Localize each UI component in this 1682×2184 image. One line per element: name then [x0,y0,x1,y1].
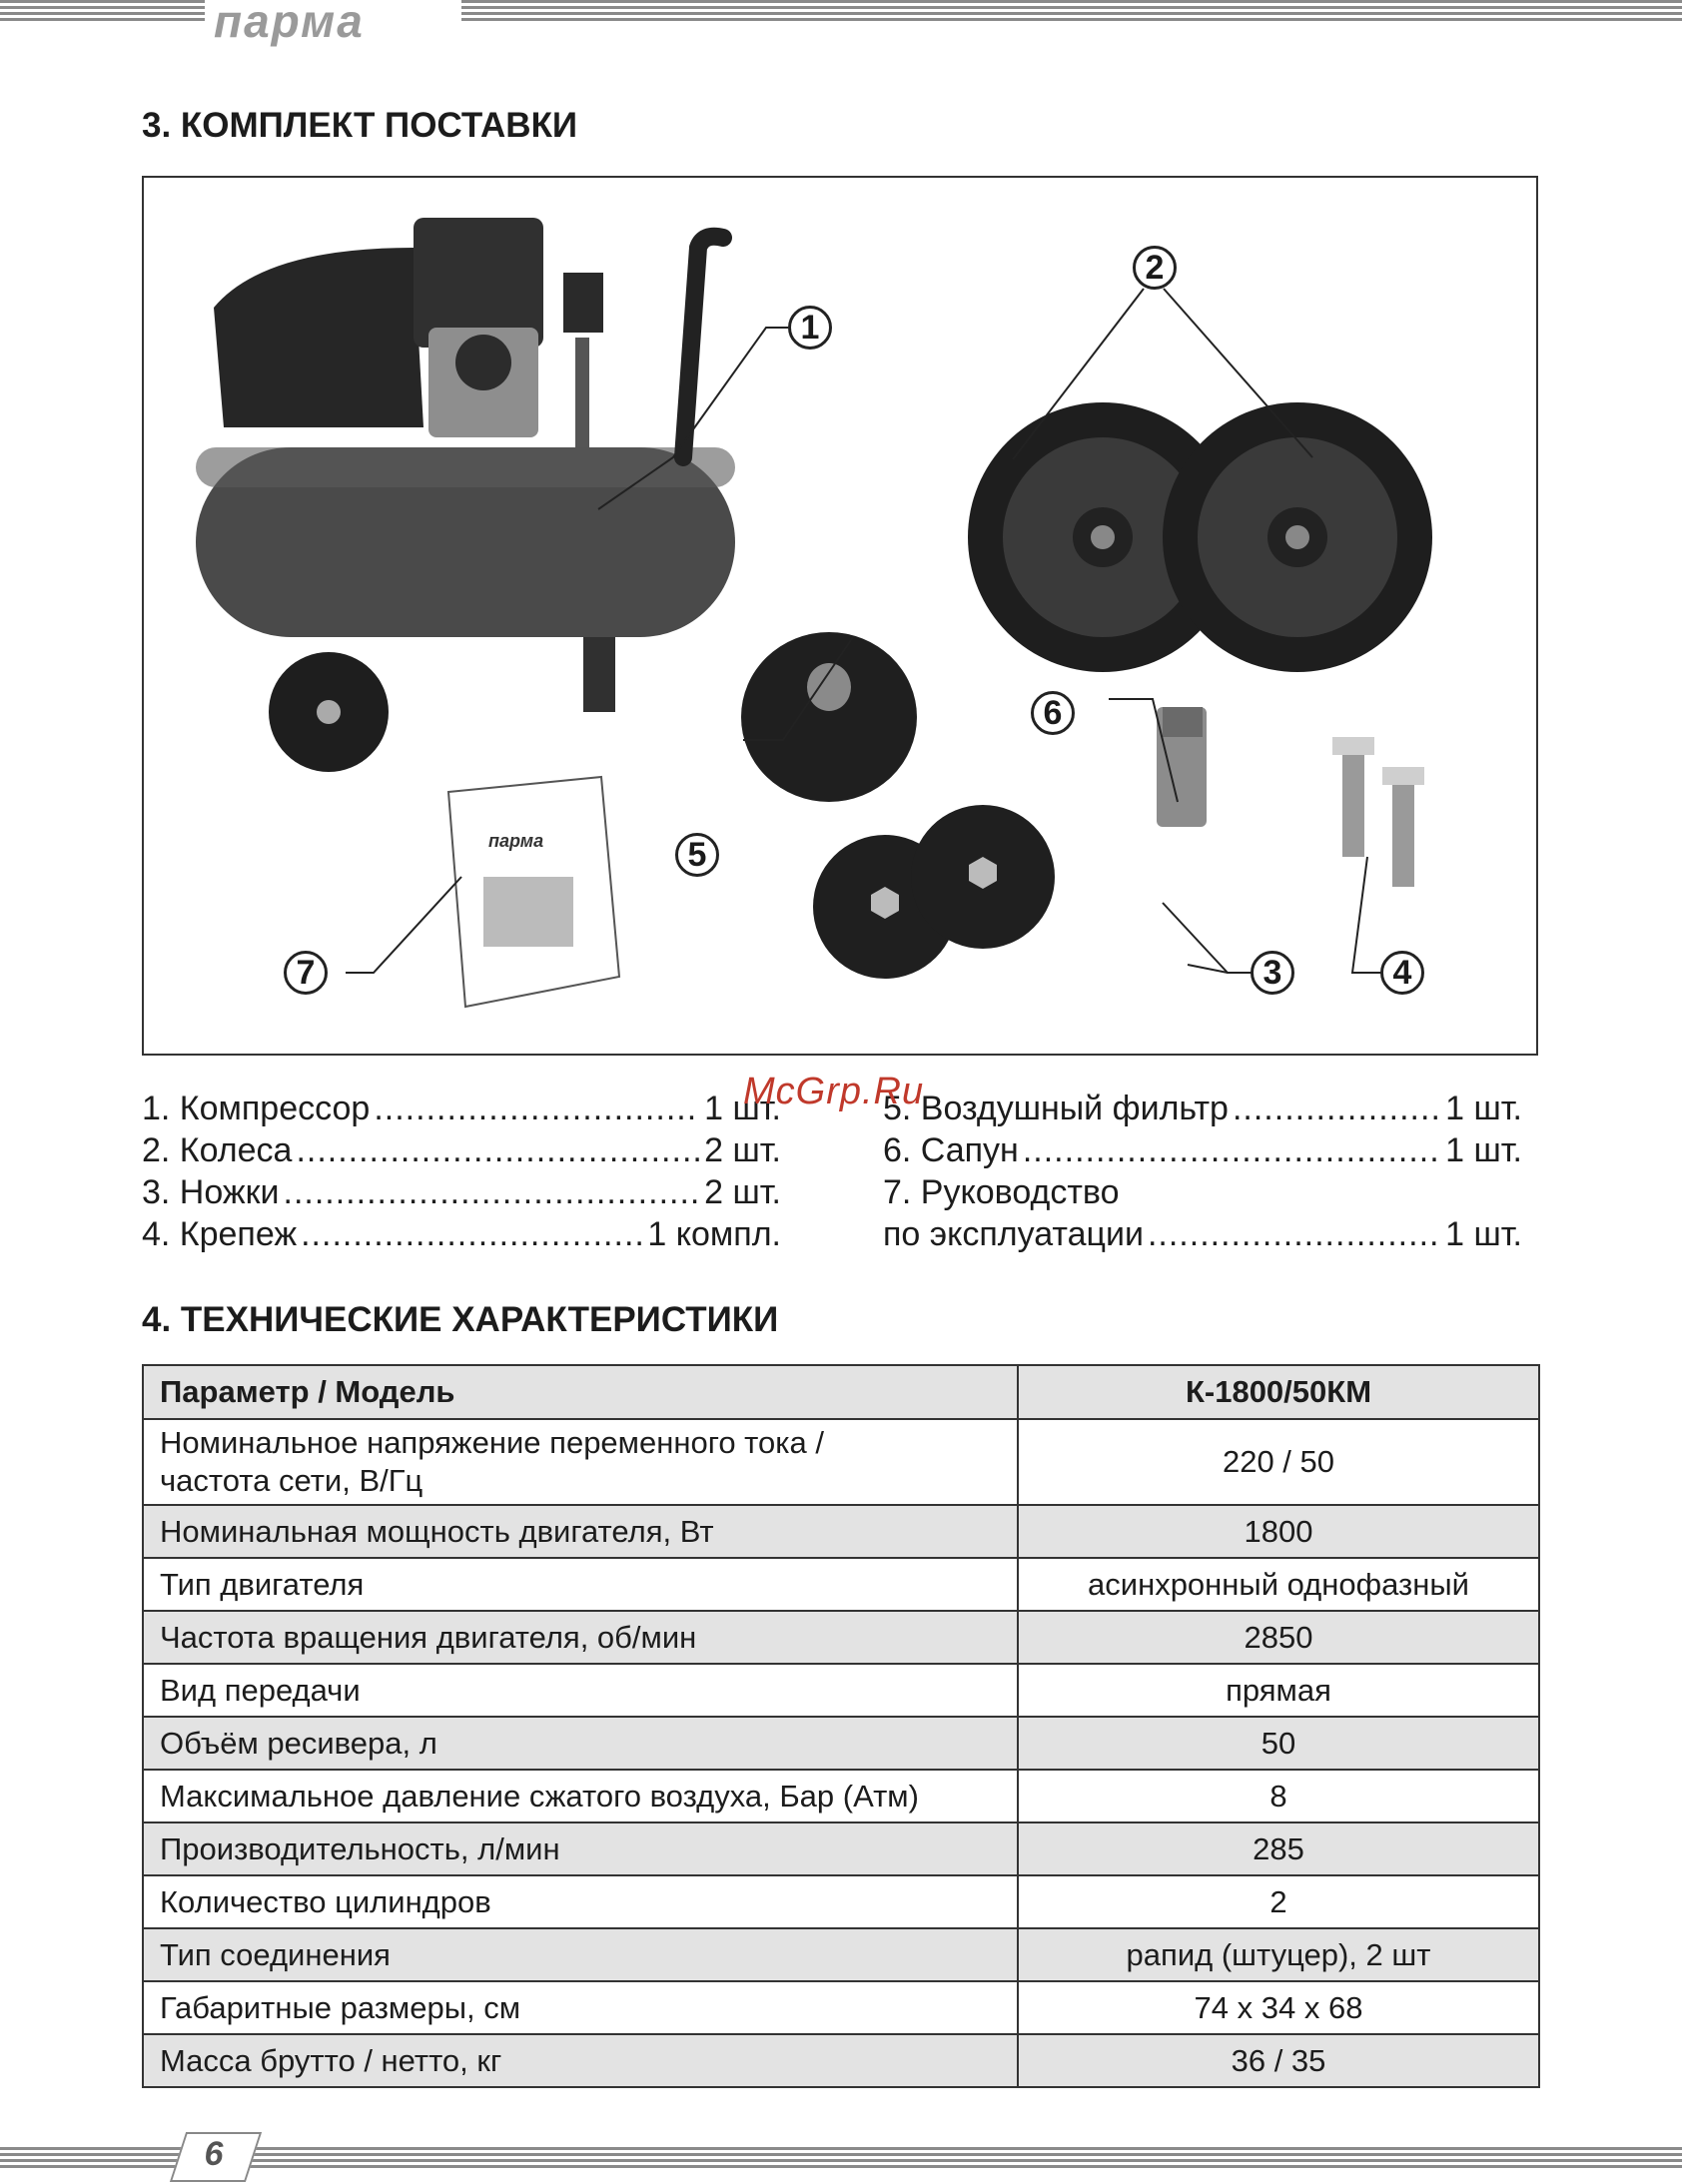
watermark: McGrp.Ru [743,1071,925,1112]
brand-logo: парма [214,0,365,47]
air-filter-image [741,632,917,802]
compressor-image [196,218,735,772]
callout-5: 5 [675,833,719,877]
list-item: по эксплуатации ..... 1 шт. [883,1213,1522,1255]
cell-value: 2 [1018,1875,1539,1928]
cell-param: Масса брутто / нетто, кг [143,2034,1018,2087]
cell-param: Максимальное давление сжатого воздуха, Бар (Атм) [143,1770,1018,1822]
callout-7: 7 [284,951,328,995]
table-row [143,1419,1539,1505]
list-item: 1. Компрессор ..... 1 шт. [142,1088,781,1129]
list-item: 4. Крепеж ..... 1 компл. [142,1213,781,1255]
delivery-set-figure [142,176,1538,1056]
cell-param: Габаритные размеры, см [143,1981,1018,2034]
table-row [143,1875,1539,1928]
delivery-items-right [883,1088,1522,1255]
table-row [143,1717,1539,1770]
cell-value: рапид (штуцер), 2 шт [1018,1928,1539,1981]
list-item: 3. Ножки ..... 2 шт. [142,1171,781,1213]
cell-value: 285 [1018,1822,1539,1875]
callout-2: 2 [1133,246,1177,290]
header-model: К-1800/50КМ [1018,1365,1539,1419]
header-param: Параметр / Модель [143,1365,1018,1419]
fasteners-image [1332,737,1424,887]
cell-value: 1800 [1018,1505,1539,1558]
table-row [143,1505,1539,1558]
cell-param: Производительность, л/мин [143,1822,1018,1875]
delivery-items-left [142,1088,781,1255]
wheels-image [968,402,1432,672]
delivery-set-illustration [144,178,1538,1056]
cell-param: Номинальное напряжение переменного тока / частота сети, В/Гц [143,1419,1018,1505]
table-row [143,1928,1539,1981]
cell-param: Количество цилиндров [143,1875,1018,1928]
cell-value: 2850 [1018,1611,1539,1664]
table-row [143,1822,1539,1875]
callout-1: 1 [788,306,832,350]
cell-param: Номинальная мощность двигателя, Вт [143,1505,1018,1558]
table-row [143,1611,1539,1664]
callout-6: 6 [1031,691,1075,735]
table-row [143,1558,1539,1611]
cell-param: Тип двигателя [143,1558,1018,1611]
list-item: 6. Сапун ..... 1 шт. [883,1129,1522,1171]
cell-value: асинхронный однофазный [1018,1558,1539,1611]
breather-image [1157,707,1207,827]
manual-image [448,777,619,1007]
list-item-line1: 7. Руководство [883,1173,1120,1211]
list-item: 2. Колеса ..... 2 шт. [142,1129,781,1171]
header-rule-right [461,0,1682,30]
list-item: 5. Воздушный фильтр ..... 1 шт. [883,1088,1522,1129]
cell-value: 74 х 34 х 68 [1018,1981,1539,2034]
cell-value: 36 / 35 [1018,2034,1539,2087]
page-number: 6 [204,2135,224,2173]
cell-param: Объём ресивера, л [143,1717,1018,1770]
cell-param: Частота вращения двигателя, об/мин [143,1611,1018,1664]
cell-param: Тип соединения [143,1928,1018,1981]
cell-value: 8 [1018,1770,1539,1822]
legs-image [813,805,1055,979]
table-row [143,2034,1539,2087]
table-row [143,1981,1539,2034]
section-title-specs: 4. ТЕХНИЧЕСКИЕ ХАРАКТЕРИСТИКИ [142,1300,779,1339]
cell-value: 220 / 50 [1018,1419,1539,1505]
callout-3: 3 [1251,951,1294,995]
cell-param: Вид передачи [143,1664,1018,1717]
header-rule-left [0,0,205,30]
manual-cover-brand: парма [488,831,544,851]
spec-table [142,1364,1540,2088]
section-title-delivery-set: 3. КОМПЛЕКТ ПОСТАВКИ [142,106,578,145]
table-row [143,1770,1539,1822]
cell-value: прямая [1018,1664,1539,1717]
callout-4: 4 [1380,951,1424,995]
table-row [143,1664,1539,1717]
table-header-row [143,1365,1539,1419]
cell-value: 50 [1018,1717,1539,1770]
